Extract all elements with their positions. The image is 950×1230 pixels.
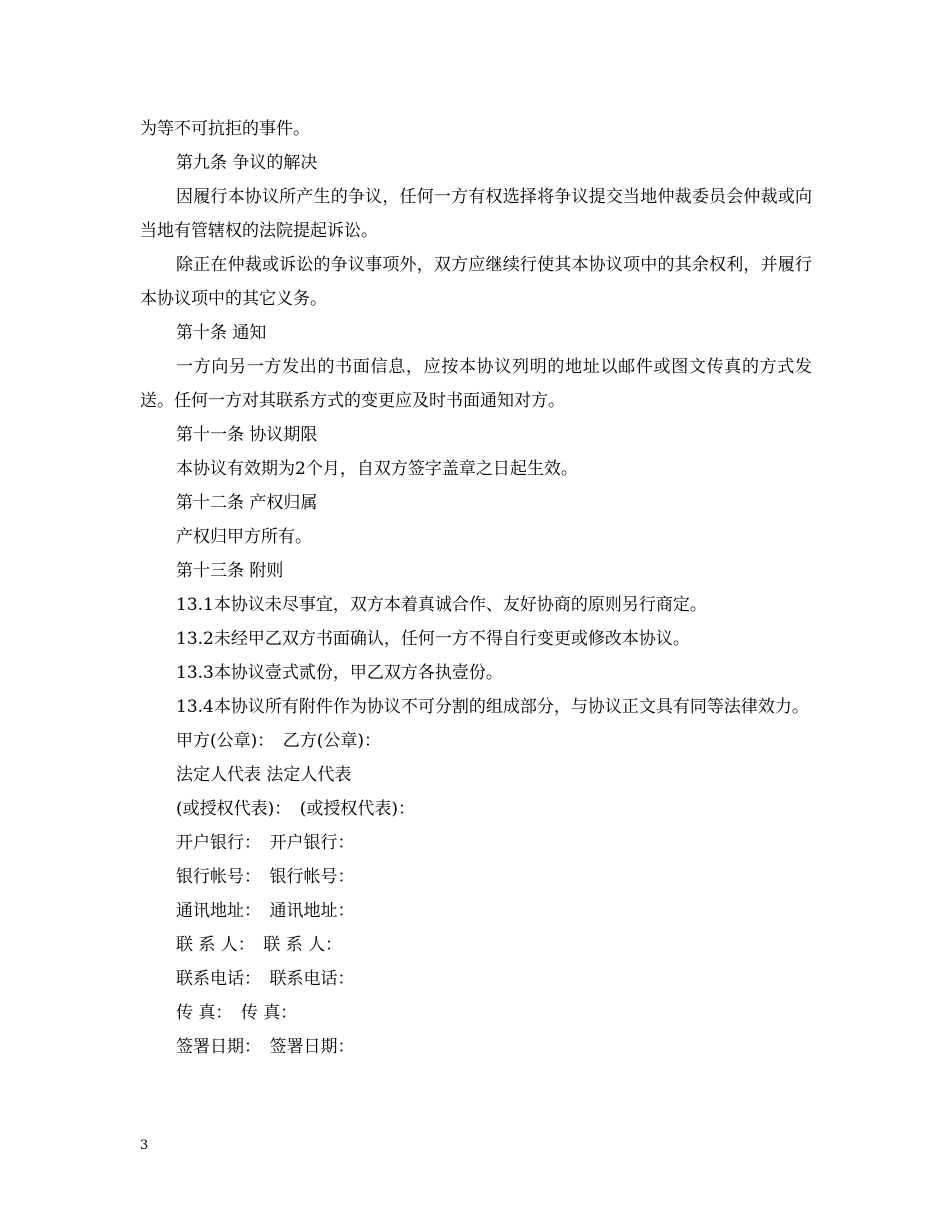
document-body bbox=[140, 112, 812, 1064]
article-10-heading: 第十条 通知 bbox=[176, 323, 267, 343]
signature-bank-account: 银行帐号： 银行帐号： bbox=[176, 867, 355, 887]
signature-address: 通讯地址： 通讯地址： bbox=[176, 901, 355, 921]
signature-authorized-representative: (或授权代表)： (或授权代表)： bbox=[176, 799, 416, 819]
article-12-heading: 第十二条 产权归属 bbox=[176, 493, 318, 513]
article-13-clause-3: 13.3本协议壹式贰份，甲乙双方各执壹份。 bbox=[176, 663, 503, 683]
signature-contact-person: 联 系 人： 联 系 人： bbox=[176, 935, 343, 955]
signature-bank: 开户银行： 开户银行： bbox=[176, 833, 355, 853]
article-13-heading: 第十三条 附则 bbox=[176, 561, 284, 581]
article-11-heading: 第十一条 协议期限 bbox=[176, 425, 318, 445]
page-number: 3 bbox=[140, 1138, 149, 1153]
signature-fax: 传 真： 传 真： bbox=[176, 1003, 298, 1023]
signature-legal-representative: 法定人代表 法定人代表 bbox=[176, 765, 352, 785]
article-13-clause-1: 13.1本协议未尽事宜，双方本着真诚合作、友好协商的原则另行商定。 bbox=[176, 595, 707, 615]
signature-phone: 联系电话： 联系电话： bbox=[176, 969, 355, 989]
article-13-clause-2: 13.2未经甲乙双方书面确认，任何一方不得自行变更或修改本协议。 bbox=[176, 629, 690, 649]
article-9-clause-2: 除正在仲裁或诉讼的争议事项外，双方应继续行使其本协议项中的其余权利，并履行本协议项中的其它义务。 bbox=[140, 255, 812, 309]
article-11-clause: 本协议有效期为2个月，自双方签字盖章之日起生效。 bbox=[176, 459, 578, 479]
article-12-clause: 产权归甲方所有。 bbox=[176, 527, 312, 547]
article-9-heading: 第九条 争议的解决 bbox=[176, 153, 318, 173]
paragraph-continuation: 为等不可抗拒的事件。 bbox=[140, 119, 310, 139]
signature-party-seal: 甲方(公章)： 乙方(公章)： bbox=[176, 731, 382, 751]
article-9-clause-1: 因履行本协议所产生的争议，任何一方有权选择将争议提交当地仲裁委员会仲裁或向当地有管辖权的法院提起诉讼。 bbox=[140, 187, 812, 241]
signature-date: 签署日期： 签署日期： bbox=[176, 1037, 355, 1057]
article-13-clause-4: 13.4本协议所有附件作为协议不可分割的组成部分，与协议正文具有同等法律效力。 bbox=[176, 697, 809, 717]
article-10-clause: 一方向另一方发出的书面信息，应按本协议列明的地址以邮件或图文传真的方式发送。任何一方对其联系方式的变更应及时书面通知对方。 bbox=[140, 357, 812, 411]
